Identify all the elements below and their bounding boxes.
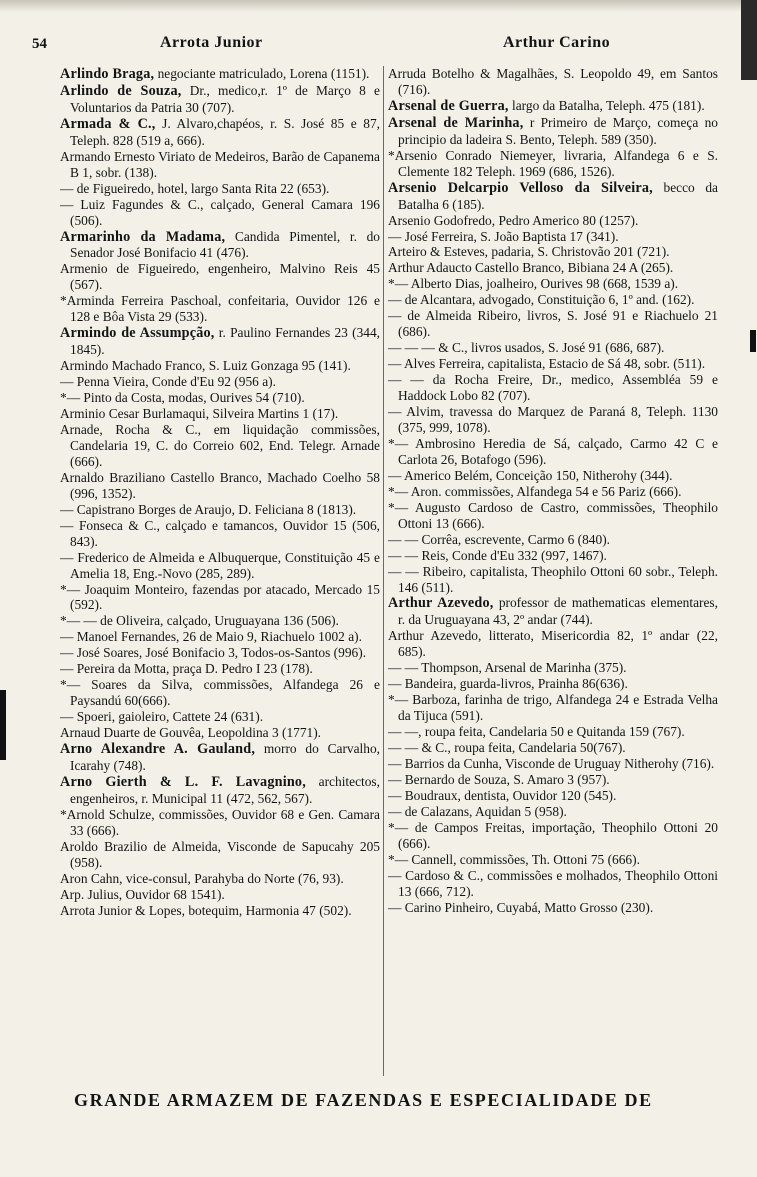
directory-entry [60,293,380,325]
entry-name: *— Cannell, [388,851,457,867]
entry-details: commissões, Alfandega 26 e Paysandú 60(666). [70,677,381,709]
entry-name: — Manoel Fernandes, [60,629,180,645]
entry-details: litterato, Misericordia 82, 1º andar (22, 685). [398,628,719,660]
entry-details: becco da Batalha 6 (185). [398,179,718,212]
directory-entry [388,595,718,628]
directory-entry [60,871,380,887]
entry-details: Visconde de Sapucahy 205 (958). [70,838,381,870]
directory-entry [388,66,718,98]
entry-details: Dr., medico,r. 1º de Março 8 e Voluntarios da Patria 30 (707). [70,82,381,115]
entry-details: Bibiana 24 A (265). [564,260,674,276]
entry-details: gaioleiro, Cattete 24 (631). [115,709,264,725]
entry-name: — — Ribeiro, [388,563,467,579]
directory-entry [60,83,380,116]
entry-name: Arrota Junior & Lopes, [60,902,185,918]
entry-name: Arsenio Delcarpio Velloso da Silveira, [388,179,653,196]
entry-details: engenheiro, Malvino Reis 45 (567). [70,261,380,293]
directory-entry [388,340,718,356]
entry-name: *Arsenio Conrado Niemeyer, [388,147,556,163]
entry-details: J. Alvaro,chapéos, r. S. José 85 e 87, Teleph. 828 (519 a, 666). [70,115,381,148]
entry-name: — Capistrano Borges de Araujo, [60,501,235,517]
directory-entry [60,645,380,661]
entry-details: Conde d'Eu 332 (997, 1467). [448,547,607,563]
entry-details: calçado, General Camara 196 (506). [70,196,380,228]
entry-name: Arp. Julius, [60,886,123,902]
entry-details: farinha de trigo, Alfandega 24 e Estrada Velha da Tijuca (591). [398,692,718,724]
directory-entry [388,260,718,276]
entry-name: — de Calazans, [388,803,473,819]
entry-name: *— Augusto Cardoso de Castro, [388,499,580,515]
entry-name: — Carino Pinheiro, [388,899,494,915]
entry-name: *Arminda Ferreira Paschoal, [60,293,222,309]
directory-entry [388,213,718,229]
directory-entry [388,564,718,596]
page-footer-banner: GRANDE ARMAZEM DE FAZENDAS E ESPECIALIDADE DE [74,1090,653,1110]
directory-entry [388,788,718,804]
entry-details: Conde d'Eu 92 (956 a). [148,374,276,390]
directory-entry [388,276,718,292]
entry-name: *— Aron. [388,483,442,499]
directory-entry [60,629,380,645]
directory-entry [388,628,718,660]
entry-name: — — — & C., [388,340,468,356]
directory-entry [60,116,380,149]
page-right-edge [741,0,757,80]
directory-entry [388,308,718,340]
directory-entry [388,500,718,532]
directory-entry [60,358,380,374]
entry-name: Armindo de Assumpção, [60,325,215,342]
directory-entry [60,229,380,262]
directory-entry [60,661,380,677]
entry-details: Arsenal de Marinha (375). [481,660,627,676]
entry-details: capitalista, Estacio de Sá 48, sobr. (511). [484,356,706,372]
entry-details: S. Amaro 3 (957). [509,771,610,787]
directory-entry [60,839,380,871]
entry-name: *— Joaquim Monteiro, [60,581,188,597]
entry-details: r. Paulino Fernandes 23 (344, 1845). [70,325,380,358]
entry-details: confeitaria, Ouvidor 126 e 128 e Bôa Vista 29 (533). [70,293,380,325]
directory-entry [60,518,380,550]
directory-entry [388,692,718,724]
entry-name: — Frederico de Almeida e Albuquerque, [60,549,282,565]
entry-details: dentista, Ouvidor 120 (545). [460,787,617,803]
entry-name: — Spoeri, [60,709,116,725]
entry-details: roupa feita, Candelaria 50(767). [450,740,626,756]
directory-entry [388,740,718,756]
entry-details: commissões, Alfandega 54 e 56 Pariz (666). [441,483,682,499]
margin-mark [750,330,756,352]
entry-details: Silveira Martins 1 (17). [209,406,339,422]
entry-details: commissões, Theophilo Ottoni 13 (666). [398,499,718,531]
right-column [388,66,718,916]
entry-details: travessa do Marquez de Paraná 8, Teleph. 1130 (375, 999, 1078). [398,404,718,435]
directory-entry [388,468,718,484]
entry-details: capitalista, Theophilo Ottoni 60 sobr., Teleph. 146 (511). [398,563,718,595]
entry-name: Arnade, Rocha & C., [60,421,202,437]
entry-name: Arminio Cesar Burlamaqui, [60,406,210,422]
entry-name: — — Reis, [388,547,449,563]
entry-details: architectos, engenheiros, r. Municipal 11 (472, 562, 567). [70,773,380,806]
entry-details: commissões, Th. Ottoni 75 (666). [456,851,640,867]
directory-entry [60,374,380,390]
entry-details: livros, S. José 91 e Riachuelo 21 (686). [398,308,718,340]
directory-entry [60,677,380,709]
entry-name: — de Alcantara, [388,292,476,308]
directory-entry [60,197,380,229]
directory-entry [60,181,380,197]
directory-entry [60,470,380,502]
entry-details: S. Leopoldo 49, em Santos (716). [398,66,718,97]
left-column [60,66,380,919]
directory-entry [388,115,718,148]
directory-entry [60,774,380,807]
directory-entry [388,229,718,245]
entry-details: S. João Baptista 17 (341). [476,228,619,244]
entry-name: — Luiz Fagundes & C., [60,196,204,212]
entry-details: 26 de Maio 9, Riachuelo 1002 a). [179,629,362,645]
directory-entry [388,436,718,468]
directory-entry [60,741,380,774]
directory-entry [60,807,380,839]
entry-name: Armada & C., [60,115,156,132]
entry-name: — de Figueiredo, [60,180,155,196]
entry-name: — — Thompson, [388,660,482,676]
page-header [32,34,732,58]
entry-name: Arruda Botelho & Magalhães, [388,66,558,81]
entry-name: Armindo Machado Franco, [60,358,206,374]
entry-name: — Cardoso & C., [388,867,484,883]
entry-details: Constituição 45 e Amelia 18, Eng.-Novo (285, 289). [70,549,380,581]
directory-entry [60,887,380,903]
entry-details: Ouvidor 68 1541). [122,886,225,902]
entry-details: importação, Theophilo Ottoni 20 (666). [398,819,718,851]
directory-entry [388,292,718,308]
entry-name: — Alves Ferreira, [388,356,485,372]
entry-details: professor de mathematicas elementares, r. da Uruguayana 43, 2º andar (744). [398,595,718,628]
directory-entry [60,709,380,725]
page-top-edge [0,0,757,12]
directory-entry [60,149,380,181]
directory-entry [388,98,718,115]
directory-entry [60,406,380,422]
column-divider [383,66,384,1076]
entry-name: Arno Gierth & L. F. Lavagnino, [60,773,306,790]
entry-details: Candida Pimentel, r. do Senador José Bonifacio 41 (476). [70,228,380,261]
entry-name: *— Barboza, [388,692,461,708]
entry-name: *— Soares da Silva, [60,677,193,693]
entry-name: — Barrios da Cunha, [388,755,502,771]
entry-name: — de Almeida Ribeiro, [388,308,522,324]
entry-details: Machado Coelho 58 (996, 1352). [70,469,380,501]
directory-entry [60,903,380,919]
entry-details: Conceição 150, Nitherohy (344). [492,467,673,483]
entry-name: Aron Cahn, [60,870,123,886]
entry-details: Aquidan 5 (958). [472,803,567,819]
entry-name: Arteiro & Esteves, [388,244,489,260]
entry-name: — Pereira da Motta, [60,661,170,677]
page-number: 54 [32,36,47,52]
entry-name: — — & C., [388,740,451,756]
entry-details: botequim, Harmonia 47 (502). [184,902,352,918]
entry-name: *— — de Oliveira, [60,613,164,629]
entry-name: — Fonseca & C., [60,517,160,533]
entry-name: Arlindo de Souza, [60,82,182,99]
directory-entry [388,724,718,740]
entry-name: — José Ferreira, [388,228,477,244]
entry-details: advogado, Constituição 6, 1º and. (162). [475,292,695,308]
entry-name: Arthur Adaucto Castello Branco, [388,260,565,276]
entry-details: praça D. Pedro I 23 (178). [169,661,313,677]
directory-entry [60,325,380,358]
entry-details: livros usados, S. José 91 (686, 687). [467,340,665,356]
directory-entry [60,725,380,741]
entry-name: Arsenal de Guerra, [388,97,509,114]
entry-name: *— de Campos Freitas, [388,819,525,835]
entry-name: — —, [388,724,422,740]
entry-details: calçado, Uruguayana 136 (506). [163,613,339,629]
entry-details: largo da Batalha, Teleph. 475 (181). [508,97,705,113]
entry-details: hotel, largo Santa Rita 22 (653). [154,180,330,196]
entry-details: Cuyabá, Matto Grosso (230). [493,899,654,915]
directory-entry [60,422,380,470]
directory-entry [388,180,718,213]
entry-details: fazendas por atacado, Mercado 15 (592). [70,581,380,613]
entry-details: calçado, Carmo 42 C e Carlota 26, Botafogo (596). [398,435,719,467]
entry-name: — Americo Belém, [388,467,493,483]
directory-entry [60,261,380,293]
directory-entry [388,676,718,692]
entry-name: Arsenal de Marinha, [388,114,524,131]
entry-details: negociante matriculado, Lorena (1151). [154,66,370,81]
entry-details: José Bonifacio 3, Todos-os-Santos (996). [142,645,367,661]
entry-name: — — Corrêa, [388,531,462,547]
entry-name: — Bernardo de Souza, [388,771,510,787]
directory-entry [388,772,718,788]
directory-entry [388,820,718,852]
header-right-title: Arthur Carino [503,34,611,51]
entry-details: morro do Carvalho, Icarahy (748). [70,741,380,773]
entry-details: S. Luiz Gonzaga 95 (141). [205,358,351,374]
entry-name: — Boudraux, [388,787,461,803]
directory-entry [388,532,718,548]
header-left-title: Arrota Junior [160,34,263,51]
entry-name: — Alvim, [388,404,444,420]
entry-details: livraria, Alfandega 6 e S. Clemente 182 Teleph. 1969 (686, 1526). [398,147,718,179]
entry-details: Leopoldina 3 (1771). [204,725,322,741]
entry-details: joalheiro, Ourives 98 (668, 1539 a). [482,276,679,292]
entry-details: modas, Ourives 54 (710). [164,390,305,406]
directory-entry [388,756,718,772]
entry-name: Arsenio Godofredo, [388,212,496,228]
directory-entry [388,804,718,820]
entry-details: Dr., medico, Assembléa 59 e Haddock Lobo 82 (707). [398,372,719,404]
directory-entry [388,404,718,436]
entry-name: Aroldo Brazilio de Almeida, [60,838,221,854]
directory-entry [388,356,718,372]
entry-details: Barão de Capanema B 1, sobr. (138). [70,148,380,180]
directory-entry [60,550,380,582]
directory-entry [388,660,718,676]
entry-name: Armenio de Figueiredo, [60,261,200,277]
entry-details: guarda-livros, Prainha 86(636). [456,676,628,692]
entry-name: — Bandeira, [388,676,457,692]
entry-name: Arlindo Braga, [60,66,155,82]
entry-name: Arnaldo Braziliano Castello Branco, [60,469,262,485]
directory-entry [60,582,380,614]
entry-details: commissões, Ouvidor 68 e Gen. Camara 33 (666). [70,806,380,838]
directory-entry [388,852,718,868]
directory-entry [388,148,718,180]
directory-entry [60,390,380,406]
entry-name: — Penna Vieira, [60,374,149,390]
directory-entry [388,372,718,404]
entry-details: em liquidação commissões, Candelaria 19, C. do Correio 602, End. Telegr. Arnade (666). [70,421,380,469]
entry-name: Arthur Azevedo, [388,628,482,644]
directory-entry [388,484,718,500]
entry-name: *— Alberto Dias, [388,276,483,292]
entry-name: Arthur Azevedo, [388,595,494,612]
directory-entry [388,548,718,564]
entry-details: roupa feita, Candelaria 50 e Quitanda 159 (767). [421,724,685,740]
entry-details: Pedro Americo 80 (1257). [495,212,639,228]
directory-entry [60,502,380,518]
entry-name: — José Soares, [60,645,143,661]
entry-details: r Primeiro de Março, começa no principio da ladeira S. Bento, Teleph. 589 (350). [398,114,718,147]
entry-name: Arno Alexandre A. Gauland, [60,741,256,758]
margin-mark [0,690,6,760]
directory-entry [388,244,718,260]
directory-entry [60,613,380,629]
entry-name: Armarinho da Madama, [60,228,226,245]
entry-details: Visconde de Uruguay Nitherohy (716). [501,755,715,771]
entry-details: calçado e tamancos, Ouvidor 15 (506, 843). [70,517,381,549]
entry-name: *— Pinto da Costa, [60,390,165,406]
entry-name: — — da Rocha Freire, [388,372,533,388]
entry-details: escrevente, Carmo 6 (840). [461,531,610,547]
entry-name: Armando Ernesto Viriato de Medeiros, [60,148,269,164]
directory-entry [388,900,718,916]
entry-name: *— Ambrosino Heredia de Sá, [388,435,571,451]
directory-entry [60,66,380,83]
entry-details: padaria, S. Christovão 201 (721). [488,244,670,260]
entry-details: commissões e molhados, Theophilo Ottoni 13 (666, 712). [398,867,718,899]
entry-name: *Arnold Schulze, [60,806,155,822]
entry-name: Arnaud Duarte de Gouvêa, [60,725,205,741]
directory-entry [388,868,718,900]
entry-details: vice-consul, Parahyba do Norte (76, 93). [122,870,344,886]
entry-details: D. Feliciana 8 (1813). [234,501,357,517]
